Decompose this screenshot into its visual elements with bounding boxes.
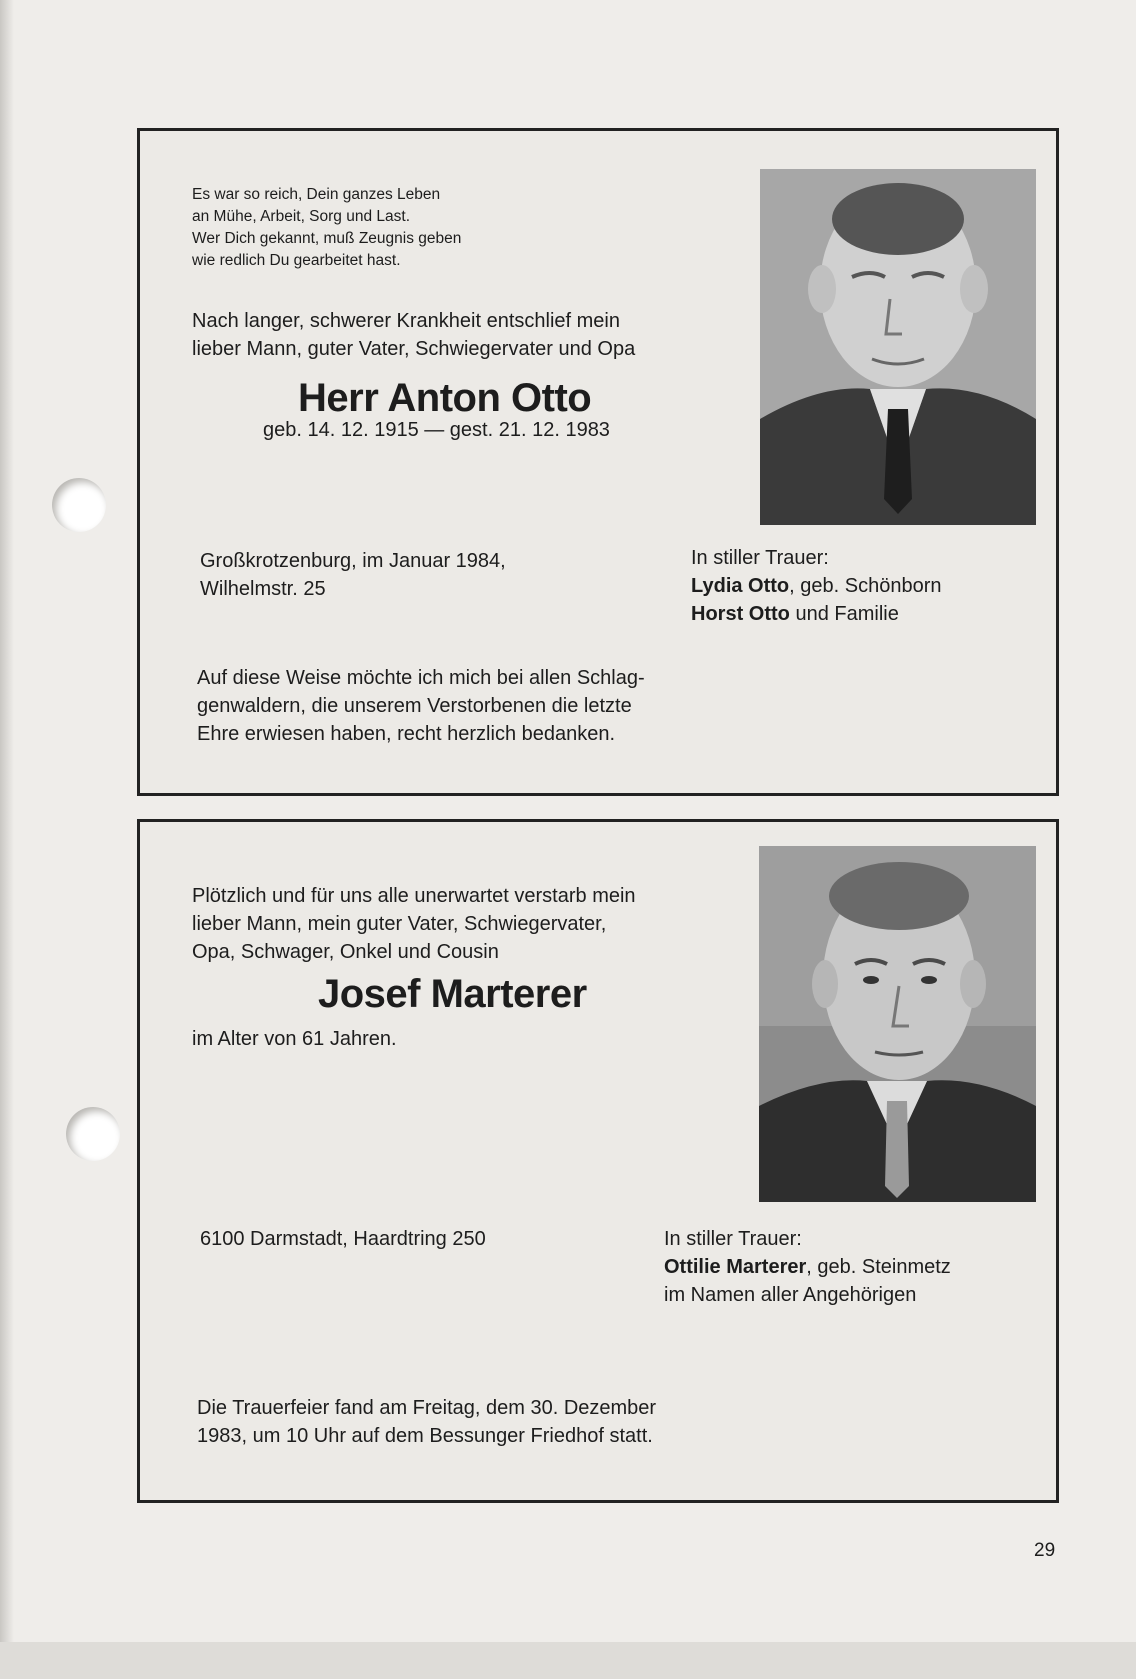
announcement-line: lieber Mann, mein guter Vater, Schwiegervater,: [192, 913, 607, 935]
obituary-notice-anton-otto: [137, 128, 1059, 796]
deceased-name: Josef Marterer: [318, 972, 587, 1016]
verse-line: an Mühe, Arbeit, Sorg und Last.: [192, 208, 410, 225]
address: 6100 Darmstadt, Haardtring 250: [200, 1228, 486, 1250]
thanks-text: [197, 664, 645, 748]
announcement-line: Plötzlich und für uns alle unerwartet verstarb mein: [192, 885, 636, 907]
mourner-line: [691, 572, 942, 600]
mourner-name: Lydia Otto: [691, 575, 790, 597]
memorial-verse: [192, 184, 461, 272]
deceased-name: Herr Anton Otto: [298, 376, 592, 420]
mourner-line: [664, 1253, 951, 1281]
mourners-heading: In stiller Trauer:: [691, 547, 829, 569]
page-edge-shadow: [0, 0, 14, 1679]
mourners-heading: In stiller Trauer:: [664, 1228, 802, 1250]
announcement-text: [192, 307, 635, 363]
life-dates: geb. 14. 12. 1915 — gest. 21. 12. 1983: [263, 419, 610, 441]
page-number: 29: [1034, 1540, 1056, 1561]
funeral-line: 1983, um 10 Uhr auf dem Bessunger Friedhof statt.: [197, 1425, 653, 1447]
punch-hole-top: [52, 478, 106, 532]
mourner-name: Ottilie Marterer: [664, 1256, 807, 1278]
address-line: Wilhelmstr. 25: [200, 578, 326, 600]
mourner-line: im Namen aller Angehörigen: [664, 1284, 917, 1306]
portrait-man-icon: [759, 846, 1036, 1202]
funeral-line: Die Trauerfeier fand am Freitag, dem 30. Dezember: [197, 1397, 657, 1419]
announcement-line: Nach langer, schwerer Krankheit entschlief mein: [192, 310, 620, 332]
obituary-notice-josef-marterer: [137, 819, 1059, 1503]
place-and-date: [200, 547, 506, 603]
announcement-line: Opa, Schwager, Onkel und Cousin: [192, 941, 499, 963]
punch-hole-bottom: [66, 1107, 120, 1161]
verse-line: wie redlich Du gearbeitet hast.: [192, 252, 401, 269]
thanks-line: genwaldern, die unserem Verstorbenen die letzte: [197, 695, 632, 717]
portrait-photo: [760, 169, 1036, 525]
mourner-detail: und Familie: [789, 603, 899, 625]
mourner-line: [691, 600, 942, 628]
portrait-photo: [759, 846, 1036, 1202]
thanks-line: Auf diese Weise möchte ich mich bei allen Schlag-: [197, 667, 645, 689]
mourner-name: Horst Otto: [691, 603, 790, 625]
mourners-block: [664, 1225, 951, 1309]
portrait-man-icon: [760, 169, 1036, 525]
verse-line: Es war so reich, Dein ganzes Leben: [192, 186, 441, 203]
announcement-line: lieber Mann, guter Vater, Schwiegervater und Opa: [192, 338, 636, 360]
announcement-text: [192, 882, 636, 966]
verse-line: Wer Dich gekannt, muß Zeugnis geben: [192, 230, 462, 247]
page-bottom-edge: [0, 1642, 1136, 1679]
mourners-block: [691, 544, 942, 628]
age-at-death: im Alter von 61 Jahren.: [192, 1028, 397, 1050]
mourner-detail: , geb. Schönborn: [789, 575, 942, 597]
funeral-info: [197, 1394, 656, 1450]
thanks-line: Ehre erwiesen haben, recht herzlich bedanken.: [197, 723, 616, 745]
mourner-detail: , geb. Steinmetz: [806, 1256, 951, 1278]
place-line: Großkrotzenburg, im Januar 1984,: [200, 550, 506, 572]
